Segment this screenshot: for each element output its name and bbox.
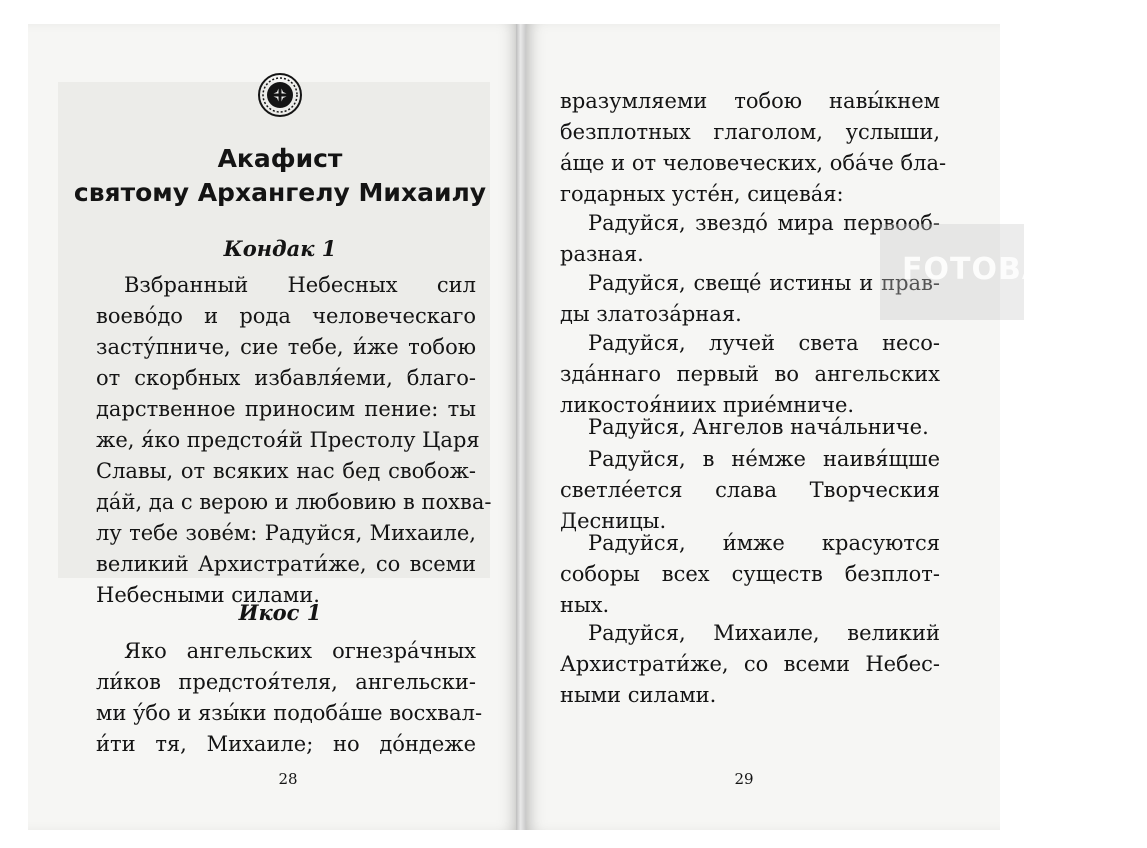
text-line: Радуйся, звездо́ мира первооб- xyxy=(588,211,940,235)
text-line: ных. xyxy=(560,593,610,617)
text-line: ды златоза́рная. xyxy=(560,302,742,326)
text-line: ми у́бо и язы́ки подоба́ше восхвал- xyxy=(96,701,483,725)
text-line: светле́ется слава Творческия xyxy=(560,478,940,502)
kondak-heading: Кондак 1 xyxy=(223,236,337,261)
text-line: Радуйся, в не́мже наивя́щше xyxy=(588,447,940,471)
page-number-right: 29 xyxy=(734,770,754,788)
text-line: Радуйся, Михаиле, великий xyxy=(588,621,940,645)
text-line: зда́ннаго первый во ангельских xyxy=(560,362,940,386)
akathist-title-line-2: святому Архангелу Михаилу xyxy=(73,178,487,207)
text-line: от скорбных избавля́еми, благо- xyxy=(96,366,476,390)
ikos-continuation-paragraph xyxy=(560,86,947,210)
akathist-title-line-1: Акафист xyxy=(217,144,343,173)
text-line: разная. xyxy=(560,242,644,266)
text-line: ными силами. xyxy=(560,683,717,707)
text-line: да́й, да с верою и любовию в похва- xyxy=(96,490,492,514)
text-line: засту́пниче, сие тебе, и́же тобою xyxy=(96,335,476,359)
rejoice-verse-5 xyxy=(560,444,940,537)
text-line: а́ще и от человеческих, оба́че бла- xyxy=(560,151,947,175)
rejoice-verse-3 xyxy=(560,328,940,421)
text-line: Небесными силами. xyxy=(96,583,320,607)
text-line: годарных усте́н, сицева́я: xyxy=(560,182,844,206)
text-line: воево́до и рода человеческаго xyxy=(96,304,476,328)
kondak-paragraph xyxy=(96,270,492,611)
text-line: же, я́ко предстоя́й Престолу Царя xyxy=(96,428,480,452)
text-line: соборы всех существ безплот- xyxy=(560,562,940,586)
text-line: Взбранный Небесных сил xyxy=(124,273,476,297)
text-line: лу тебе зове́м: Радуйся, Михаиле, xyxy=(96,521,476,545)
text-line: Радуйся, свеще́ истины и прав- xyxy=(588,271,940,295)
text-line: Радуйся, Ангелов нача́льниче. xyxy=(588,415,929,439)
rejoice-verse-7 xyxy=(560,618,940,711)
book-spine xyxy=(516,24,526,830)
text-line: вразумляеми тобою навы́кнем xyxy=(560,89,940,113)
watermark-text: FOTOBANK.ru xyxy=(902,252,1147,287)
rejoice-verse-4 xyxy=(560,412,940,443)
page-number-left: 28 xyxy=(278,770,298,788)
cross-ornament-icon xyxy=(257,72,303,118)
text-line: безплотных глаголом, услыши, xyxy=(560,120,940,144)
text-line: Десницы. xyxy=(560,509,667,533)
text-line: и́ти тя, Михаиле; но до́ндеже xyxy=(96,732,476,756)
text-line: Архистрати́же, со всеми Небес- xyxy=(560,652,940,676)
text-line: дарственное приносим пение: ты xyxy=(96,397,476,421)
rejoice-verse-6 xyxy=(560,528,940,621)
text-line: Радуйся, и́мже красуются xyxy=(588,531,940,555)
text-line: Яко ангельских огнезра́чных xyxy=(124,639,476,663)
watermark xyxy=(880,224,1147,320)
text-line: ликостоя́ниих прие́мниче. xyxy=(560,393,855,417)
ikos-heading: Икос 1 xyxy=(238,600,322,625)
text-line: великий Архистрати́же, со всеми xyxy=(96,552,476,576)
text-line: Славы, от всяких нас бед свобож- xyxy=(96,459,476,483)
text-line: ли́ков предстоя́теля, ангельски- xyxy=(96,670,476,694)
ikos-paragraph xyxy=(96,636,483,760)
text-line: Радуйся, лучей света несо- xyxy=(588,331,940,355)
